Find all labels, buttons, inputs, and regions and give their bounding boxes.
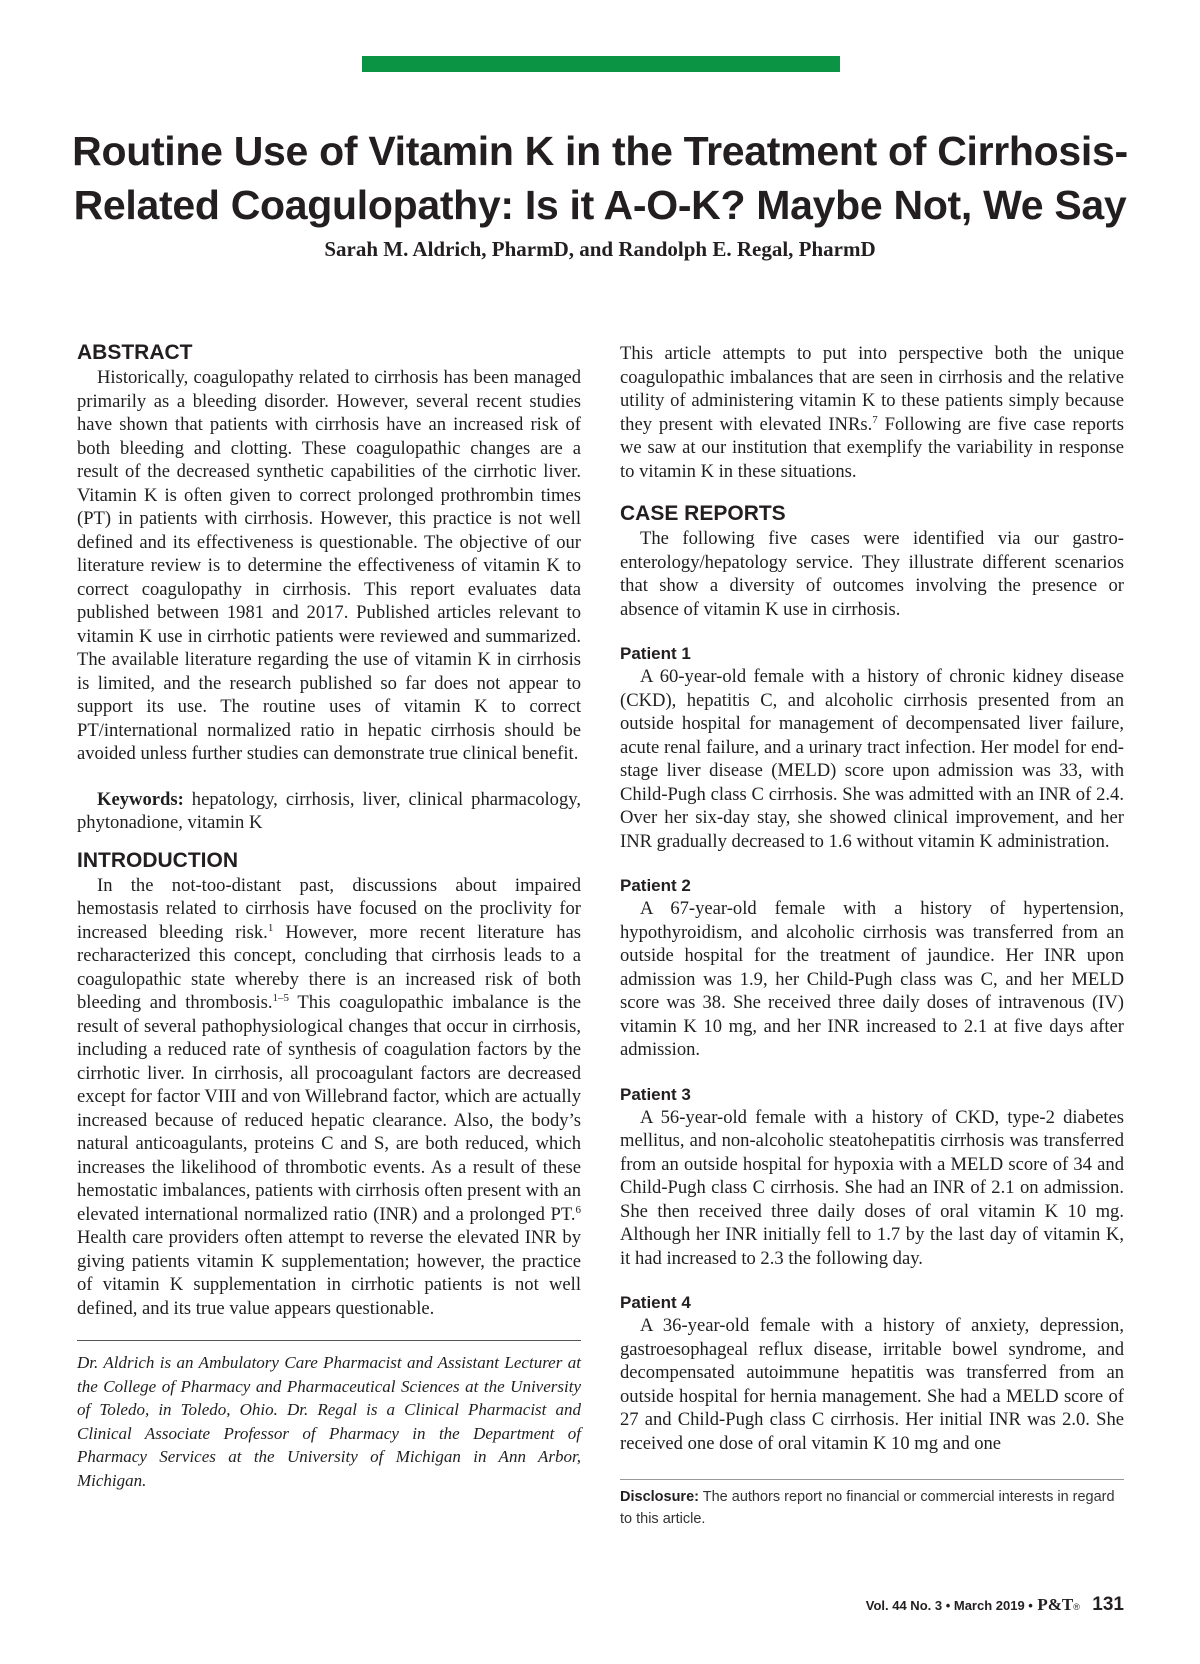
keywords-label: Keywords:	[97, 788, 184, 810]
abstract-text: Historically, coagulopathy related to cirrhosis has been managed primarily as a bleeding disorder. However, several recent studies have shown that patients with cirrhosis have an increased risk of both bleeding and clotting. These coagulopathic changes are a result of the decreased synthetic capabilities of the cirrhotic liver. Vitamin K is often given to correct prolonged prothrombin times (PT) in patients with cirrhosis. However, this practice is not well defined and its effectiveness is questionable. The objective of our literature review is to determine the effectiveness of vitamin K to correct coagulopathy in cirrhosis. This report evaluates data published between 1981 and 2017. Published articles relevant to vitamin K use in cirrhotic patients were reviewed and summarized. The available literature regarding the use of vitamin K in cirrhosis is limited, and the research published so far does not appear to support its use. The routine uses of vitamin K to correct PT/international normalized ratio in hepatic cirrhosis should be avoided unless further studies can demonstrate true clinical benefit.	[77, 367, 581, 764]
journal-brand: P&T	[1037, 1595, 1074, 1614]
article-authors: Sarah M. Aldrich, PharmD, and Randolph E. Regal, PharmD	[324, 237, 876, 261]
left-column	[77, 340, 581, 1492]
patient-1-heading: Patient 1	[620, 644, 691, 663]
intro-text-b: However, more recent literature has recharacterized this concept, concluding that cirrhosis leads to a coagulopathic state whereby there is an increased risk of both bleeding and thrombosis.	[77, 921, 581, 1013]
introduction-heading: INTRODUCTION	[77, 848, 238, 872]
patient-3-heading: Patient 3	[620, 1084, 691, 1104]
registered-mark: ®	[1073, 1602, 1080, 1612]
citation-ref: 6	[575, 1203, 581, 1216]
author-affiliation: Dr. Aldrich is an Ambulatory Care Pharmacist and Assistant Lecturer at the College of Pharmacy and Pharmaceutical Sciences at the University of Toledo, in Toledo, Ohio. Dr. Regal is a Clinical Pharmacist and Clinical Associate Professor of Pharmacy in the Department of Pharmacy Services at the University of Michigan in Ann Arbor, Michigan.	[77, 1340, 581, 1492]
intro-p2-text-b: Following are five case reports we saw at our institution that exemplify the variability in response to vitamin K in these situations.	[620, 413, 1124, 482]
right-column	[620, 342, 1124, 1530]
article-title	[60, 124, 1140, 232]
patient-2-text: A 67-year-old female with a history of hypertension, hypothyroidism, and alcoholic cirrhosis was transferred from an outside hospital for the treatment of jaundice. Her INR upon admission was 1.9, her Child-Pugh class was C, and her MELD score was 38. She received three daily doses of intravenous (IV) vitamin K 10 mg, and her INR increased to 2.1 at five days after admission.	[620, 898, 1124, 1060]
title-line-1: Routine Use of Vitamin K in the Treatment of Cirrhosis-	[72, 128, 1128, 174]
disclosure-label: Disclosure:	[620, 1489, 699, 1505]
disclosure-text: The authors report no financial or commercial interests in regard to this article.	[620, 1489, 1115, 1527]
page-number: 131	[1092, 1594, 1124, 1615]
abstract-heading: ABSTRACT	[77, 341, 193, 364]
introduction-paragraph-1	[77, 874, 581, 1321]
patient-4-heading: Patient 4	[620, 1293, 691, 1312]
case-reports-heading: CASE REPORTS	[620, 502, 786, 525]
header-accent-bar	[362, 56, 840, 72]
citation-ref: 1	[267, 921, 274, 934]
introduction-paragraph-2	[620, 342, 1124, 483]
intro-text-c: This coagulopathic imbalance is the result of several pathophysiological changes that occur in cirrhosis, including a reduced rate of synthesis of coagulation factors by the cirrhotic liver. In cirrhosis, all procoagulant factors are decreased except for factor VIII and von Willebrand factor, which are actually increased because of reduced hepatic clearance. Also, the body’s natural anticoagulants, proteins C and S, are both reduced, which increases the likelihood of thrombotic events. As a result of these hemostatic imbalances, patients with cirrhosis often present with an elevated international normalized ratio (INR) and a prolonged PT.	[77, 992, 581, 1225]
patient-2-heading: Patient 2	[620, 876, 691, 895]
intro-text-d: Health care providers often attempt to reverse the elevated INR by giving patients vitamin K supplementation; however, the practice of vitamin K supplementation in cirrhotic patients is not well defined, and its true value appears questionable.	[77, 1227, 581, 1319]
citation-ref: 1–5	[272, 991, 290, 1004]
citation-ref: 7	[872, 413, 878, 426]
patient-4-text: A 36-year-old female with a history of anxiety, depression, gastroesophageal reflux disease, irritable bowel syndrome, and decompensated autoimmune hepatitis was transferred from an outside hospital for hernia management. She had a MELD score of 27 and Child-Pugh class C cirrhosis. Her initial INR was 2.0. She received one dose of oral vitamin K 10 mg and one	[620, 1315, 1124, 1454]
disclosure-note	[620, 1479, 1124, 1530]
keywords-list: hepatology, cirrhosis, liver, clinical pharmacology, phytonadione, vitamin K	[77, 788, 581, 833]
patient-1-text: A 60-year-old female with a history of chronic kidney disease (CKD), hepatitis C, and alcoholic cirrhosis presented from an outside hospital for management of decompensated liver failure, acute renal failure, and a urinary tract infection. Her model for end-stage liver disease (MELD) score upon admission was 33, with Child-Pugh class C cirrhosis. She was admitted with an INR of 2.4. Over her six-day stay, she showed clinical improvement, and her INR gradually decreased to 1.6 without vitamin K administration.	[620, 666, 1124, 852]
intro-text-a: In the not-too-distant past, discussions about impaired hemostasis related to cirrhosis have focused on the proclivity for increased bleeding risk.	[77, 874, 581, 943]
patient-3-text: A 56-year-old female with a history of CKD, type-2 diabetes mellitus, and non-alcoholic steatohepatitis cirrhosis was transferred from an outside hospital for hypoxia with a MELD score of 34 and Child-Pugh class C cirrhosis. She had an INR of 2.1 on admission. She then received three daily doses of oral vitamin K 10 mg. Although her INR initially fell to 1.7 by the last day of vitamin K, it had increased to 2.3 the following day.	[620, 1106, 1124, 1269]
intro-p2-text-a: This article attempts to put into perspective both the unique coagulopathic imbalances that are seen in cirrhosis and the relative utility of administering vitamin K to these patients simply because they present with elevated INRs.	[620, 343, 1124, 435]
case-reports-intro: The following five cases were identified via our gastro-enterology/hepatology service. They illustrate different scenarios that show a diversity of outcomes involving the presence or absence of vitamin K use in cirrhosis.	[620, 528, 1124, 620]
keywords-paragraph	[77, 788, 581, 835]
footer-volume: Vol. 44 No. 3 • March 2019 •	[865, 1598, 1033, 1613]
title-line-2: Related Coagulopathy: Is it A-O-K? Maybe Not, We Say	[73, 182, 1127, 228]
page-footer	[866, 1594, 1124, 1616]
